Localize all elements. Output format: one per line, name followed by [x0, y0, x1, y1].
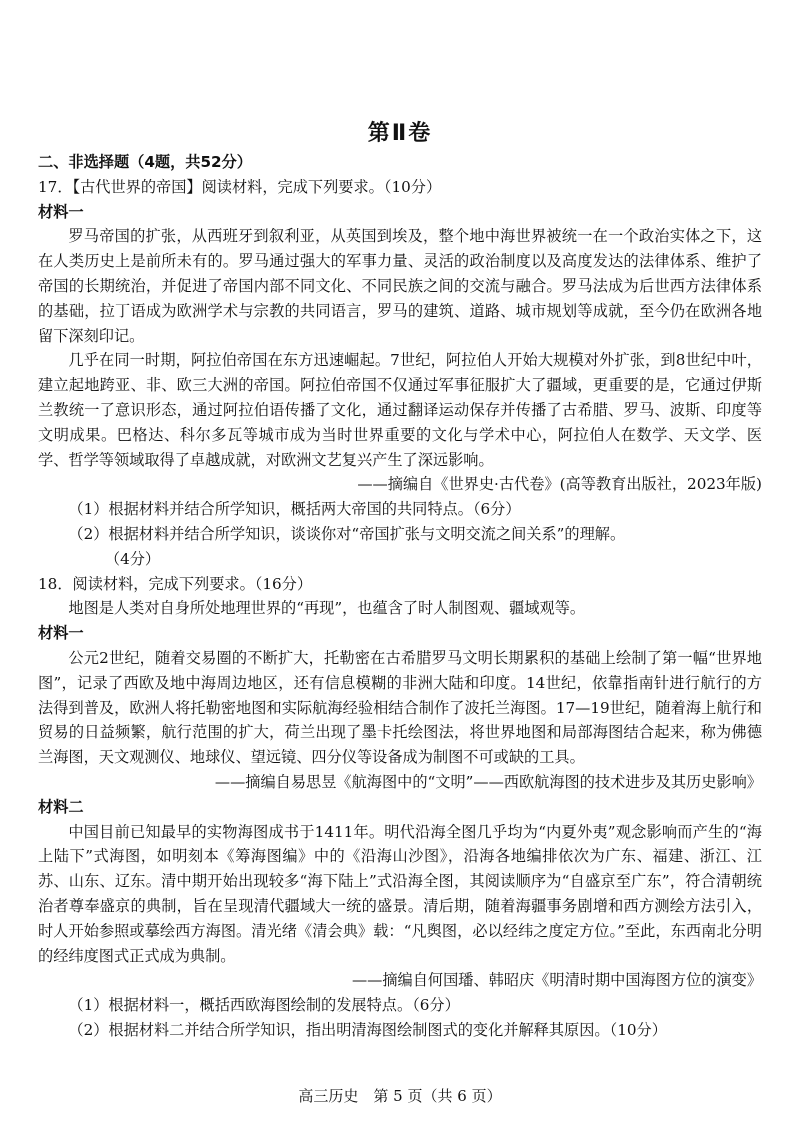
q18-subquestion-2: （2）根据材料二并结合所学知识，指出明清海图绘制图式的变化并解释其原因。（10分）: [68, 1020, 667, 1039]
q18-material-2-source: ——摘编自何国璠、韩昭庆《明清时期中国海图方位的演变》: [351, 971, 762, 990]
q18-material-2-paragraph: 中国目前已知最早的实物海图成书于1411年。明代沿海全图几乎均为“内夏外夷”观念影响而产生的“海上陆下”式海图，如明刻本《筹海图编》中的《沿海山沙图》，沿海各地编排依次为广东、福建、浙江、江苏、山东、辽东。清中期开始出现较多“海下陆上”式沿海全图，其阅读顺序为“自盛京至广东”，符合清朝统治者尊奉盛京的典制，旨在呈现清代疆域大一统的盛景。清后期，随着海疆事务剧增和西方测绘方法引入，时人开始参照或摹绘西方海图。清光绪《清会典》载：“凡舆图，必以经纬之度定方位。”至此，东西南北分明的经纬度图式正式成为典制。: [38, 822, 762, 965]
q18-material-1-source: ——摘编自易思昱《航海图中的“文明”——西欧航海图的技术进步及其历史影响》: [214, 772, 762, 791]
q18-header: 18．阅读材料，完成下列要求。（16分）: [38, 574, 313, 593]
page-title: 第Ⅱ卷: [367, 121, 433, 146]
q18-material-2-label: 材料二: [38, 797, 84, 816]
content-body: [38, 150, 762, 1043]
q17-subquestion-2: （2）根据材料并结合所学知识，谈谈你对“帝国扩张与文明交流之间关系”的理解。: [68, 524, 626, 543]
q17-subquestion-2-score: （4分）: [104, 549, 161, 568]
q17-header: 17．【古代世界的帝国】阅读材料，完成下列要求。（10分）: [38, 177, 442, 196]
page-footer: 高三历史 第 5 页（共 6 页）: [298, 1087, 502, 1105]
q17-paragraph-2: 几乎在同一时期，阿拉伯帝国在东方迅速崛起。7世纪，阿拉伯人开始大规模对外扩张，到8世纪中叶，建立起地跨亚、非、欧三大洲的帝国。阿拉伯帝国不仅通过军事征服扩大了疆域，更重要的是，它通过伊斯兰教统一了意识形态，通过阿拉伯语传播了文化，通过翻译运动保存并传播了古希腊、罗马、波斯、印度等文明成果。巴格达、科尔多瓦等城市成为当时世界重要的文化与学术中心，阿拉伯人在数学、天文学、医学、哲学等领域取得了卓越成就，对欧洲文艺复兴产生了深远影响。: [38, 351, 762, 469]
section-heading: 二、非选择题（4题，共52分）: [38, 153, 252, 171]
q17-paragraph-1: 罗马帝国的扩张，从西班牙到叙利亚，从英国到埃及，整个地中海世界被统一在一个政治实体之下，这在人类历史上是前所未有的。罗马通过强大的军事力量、灵活的政治制度以及高度发达的法律体系、维护了帝国的长期统治，并促进了帝国内部不同文化、不同民族之间的交流与融合。罗马法成为后世西方法律体系的基础，拉丁语成为欧洲学术与宗教的共同语言，罗马的建筑、道路、城市规划等成就，至今仍在欧洲各地留下深刻印记。: [38, 227, 762, 345]
q17-subquestion-1: （1）根据材料并结合所学知识，概括两大帝国的共同特点。（6分）: [68, 500, 521, 519]
q18-material-1-label: 材料一: [38, 624, 84, 643]
q18-subquestion-1: （1）根据材料一，概括西欧海图绘制的发展特点。（6分）: [68, 996, 460, 1015]
q18-material-1-paragraph: 公元2世纪，随着交易圈的不断扩大，托勒密在古希腊罗马文明长期累积的基础上绘制了第一幅“世界地图”，记录了西欧及地中海周边地区，还有信息模糊的非洲大陆和印度。14世纪，依靠指南针进行航行的方法得到普及，欧洲人将托勒密地图和实际航海经验相结合制作了波托兰海图。17—19世纪，随着海上航行和贸易的日益频繁，航行范围的扩大，荷兰出现了墨卡托绘图法，将世界地图和局部海图结合起来，称为佛德兰海图，天文观测仪、地球仪、望远镜、四分仪等设备成为制图不可或缺的工具。: [38, 648, 762, 767]
q18-intro: 地图是人类对自身所处地理世界的“再现”，也蕴含了时人制图观、疆域观等。: [68, 599, 586, 618]
q17-material-label: 材料一: [38, 202, 84, 221]
q17-source: ——摘编自《世界史·古代卷》(高等教育出版社，2023年版): [357, 475, 762, 494]
